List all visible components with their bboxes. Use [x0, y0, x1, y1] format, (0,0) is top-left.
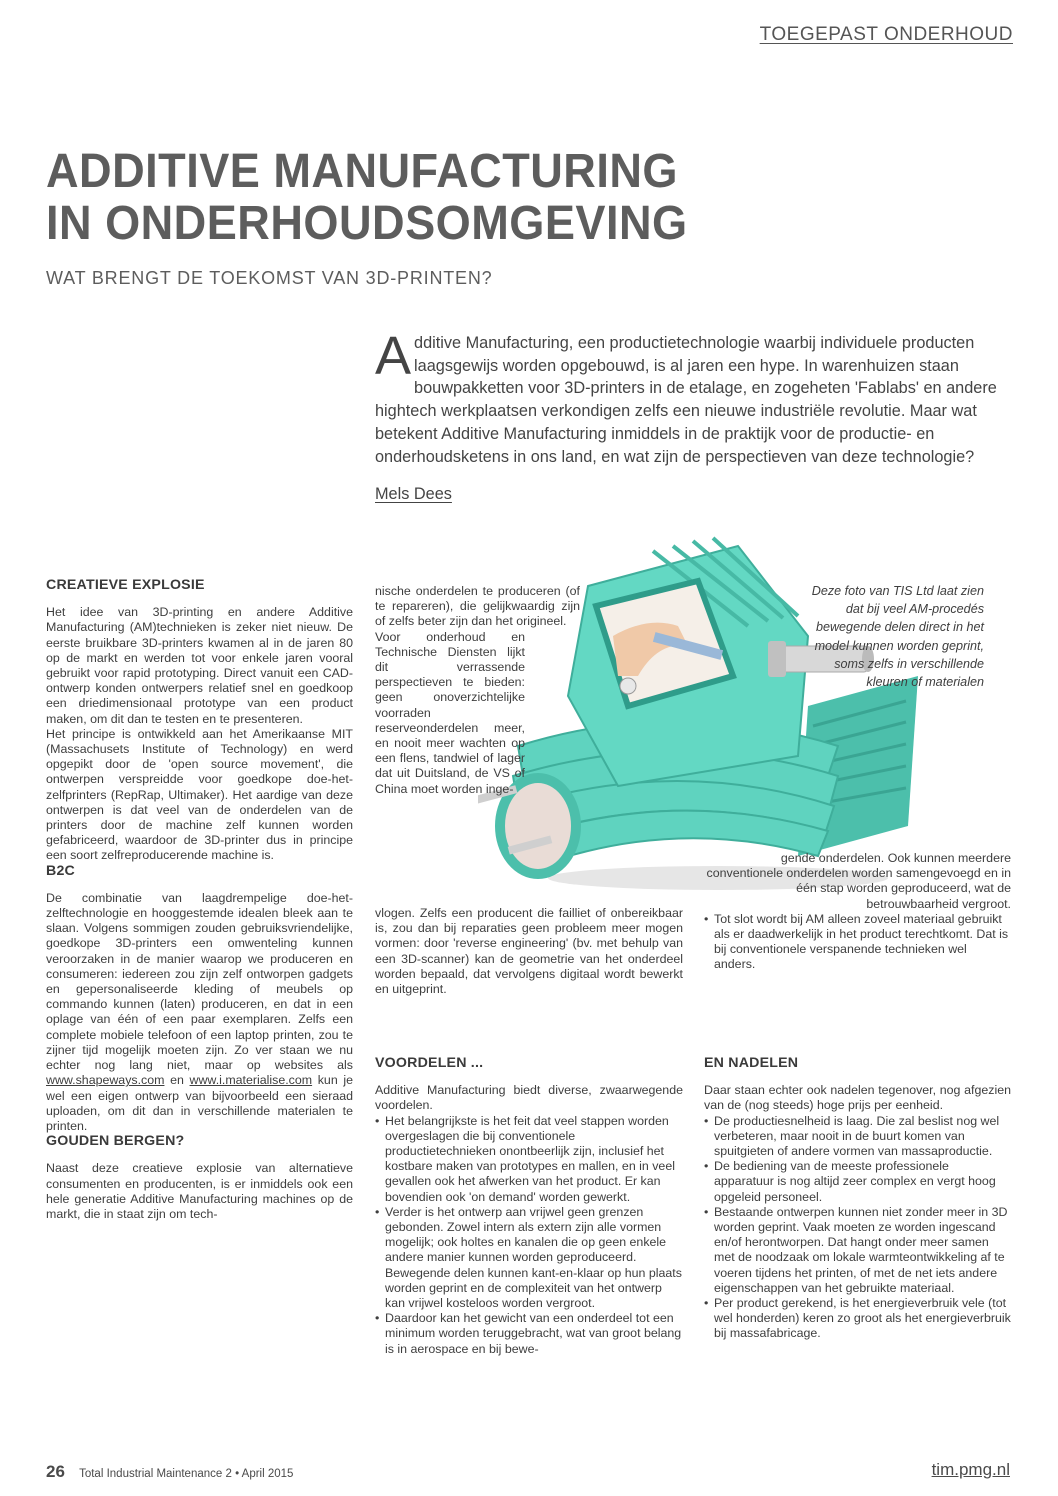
title-line-1: ADDITIVE MANUFACTURING — [46, 145, 678, 198]
article-subtitle: WAT BRENGT DE TOEKOMST VAN 3D-PRINTEN? — [46, 268, 493, 288]
heading-gouden-bergen: GOUDEN BERGEN? — [46, 1133, 185, 1150]
list-item: • De productiesnelheid is laag. Die zal beslist nog wel verbeteren, maar nooit in de buurt komen van spuitgieten of andere vormen van massaproductie. — [704, 1114, 1011, 1160]
photo-caption: Deze foto van TIS Ltd laat zien dat bij veel AM-procedés bewegende delen direct in het model kunnen worden geprint, soms zelfs in verschillende kleuren of materialen — [811, 584, 984, 690]
list-item: • Per product gerekend, is het energieverbruik vele (tot wel honderden) keren zo groot als het energieverbruik bij massafabricage. — [704, 1296, 1011, 1342]
paragraph: Het idee van 3D-printing en andere Additive Manufacturing (AM)technieken is zeker niet nieuw. De eerste bruikbare 3D-printers kwamen al in de jaren 80 op de markt en werden tot voor enkele jaren vooral gebruikt voor rapid prototyping. Direct vanuit een CAD-ontwerp konden ontwerpers relatief snel en goedkoop een driedimensionaal prototype van een product maken, om dit dan te testen en te presenteren. — [46, 605, 353, 726]
heading-creatieve-explosie: CREATIEVE EXPLOSIE — [46, 577, 205, 593]
author-link[interactable]: Mels Dees — [375, 485, 452, 503]
bullet-list — [704, 1114, 1011, 1342]
heading-b2c: B2C — [46, 862, 75, 879]
list-item: • Het belangrijkste is het feit dat veel stappen worden overgeslagen die bij conventionele productietechnieken onontbeerlijk zijn, inclusief het kostbare maken van prototypes en mallen, en in veel gevallen ook het afwerken van het product. Er kan bovendien ook 'on demand' worden gewerkt. — [375, 1114, 683, 1205]
intro-paragraph — [375, 326, 1015, 468]
page-number: 26 — [46, 1462, 65, 1481]
list-item: • Daardoor kan het gewicht van een onderdeel tot een minimum worden teruggebracht, wat van groot belang is in aerospace en bij bewe- — [375, 1311, 683, 1357]
publication-name: Total Industrial Maintenance 2 • April 2015 — [79, 1468, 294, 1480]
list-item: • De bediening van de meeste professionele apparatuur is nog altijd zeer complex en vergt hoog opgeleid personeel. — [704, 1159, 1011, 1205]
column-2-middle — [375, 906, 683, 997]
column-2-top — [375, 584, 580, 797]
column-1 — [46, 578, 353, 1222]
paragraph: Het principe is ontwikkeld aan het Amerikaanse MIT (Massachusets Institute of Technology) en werd opgepikt door de 'open source movement', die ontwerpen verspreidde voor goedkope doe-het-zelfprinters (RepRap, Ultimaker). Het aardige van deze ontwerpen is dat veel van de onderdelen van de printers door de machine zelf kunnen worden gefabriceerd, waardoor de 3D-printer dus in principe een soort zelfreproducerende machine is. — [46, 726, 353, 863]
list-item: • Bestaande ontwerpen kunnen niet zonder meer in 3D worden geprint. Vaak moeten ze worden ingescand en/of herontworpen. Dat hangt onder meer samen met de noodzaak om lokale warmteontwikkeling af te voeren tijdens het printen, of met de net iets andere eigenschappen van het gebruikte materiaal. — [704, 1205, 1011, 1296]
column-3-top — [704, 851, 1011, 973]
heading-nadelen: EN NADELEN — [704, 1055, 799, 1071]
link-materialise[interactable]: www.i.materialise.com — [189, 1073, 313, 1088]
bullet-list — [375, 1114, 683, 1357]
paragraph-text: kun je wel een eigen ontwerp van bijvoorbeeld een sieraad uploaden, om dit dan in verschillende materialen te printen. — [46, 1073, 353, 1133]
paragraph: Daar staan echter ook nadelen tegenover, nog afgezien van de (nog steeds) hoge prijs per eenheid. — [704, 1083, 1011, 1113]
list-item: • Tot slot wordt bij AM alleen zoveel materiaal gebruikt als er daadwerkelijk in het product terechtkomt. Dat is bij conventionele verspanende technieken wel anders. — [704, 912, 1011, 973]
drop-cap: A — [375, 326, 412, 386]
paragraph: Voor onderhoud en Technische Diensten lijkt dit verrassende perspectieven te bieden: geen onoverzichtelijke voorraden reserveonderdelen meer, en nooit meer wachten op een flens, tandwiel of lager dat uit Duitsland, de VS of China moet worden inge- — [375, 629, 525, 796]
intro-text: dditive Manufacturing, een productietechnologie waarbij individuele producten laagsgewijs worden opgebouwd, is al jaren een hype. In warenhuizen staan bouwpakketten voor 3D-printers in de etalage, en zogeheten 'Fablabs' en andere hightech werkplaatsen verkondigen zelfs een nieuwe industriële revolutie. Maar wat betekent Additive Manufacturing inmiddels in de praktijk voor de productie- en onderhoudsketens in ons land, en wat zijn de perspectieven van deze technologie? — [375, 334, 997, 466]
column-2-bottom — [375, 1056, 683, 1357]
section-label: TOEGEPAST ONDERHOUD — [759, 24, 1013, 45]
website-link[interactable]: tim.pmg.nl — [931, 1460, 1010, 1479]
link-shapeways[interactable]: www.shapeways.com — [46, 1073, 165, 1088]
column-3-bottom — [704, 1056, 1011, 1342]
title-line-2: IN ONDERHOUDSOMGEVING — [46, 197, 688, 250]
paragraph: Naast deze creatieve explosie van alternatieve consumenten en producenten, is er inmiddels ook een hele generatie Additive Manufacturing machines op de markt, die in staat zijn om tech- — [46, 1161, 353, 1221]
paragraph-text: en — [170, 1073, 184, 1088]
paragraph-text: De combinatie van laagdrempelige doe-het-zelftechnologie en hooggestemde idealen bleek aan te slaan. Volgens sommigen zouden gebruiksvriendelijke, goedkope 3D-printers een omwenteling kunnen veroorzaken in de manier waarop we produceren en consumeren: iedereen zou zijn zelf ontworpen gadgets en gepersonaliseerde kleding of meubels op commando kunnen (laten) produceren, en dat in een oplage van één of een paar exemplaren. Zelfs een complete mobiele telefoon of een laptop printen, zou te zijner tijd mogelijk moeten zijn. Zo ver staan we nu echter nog lang niet, maar op websites als — [46, 890, 353, 1073]
heading-voordelen: VOORDELEN ... — [375, 1055, 484, 1071]
paragraph: vlogen. Zelfs een producent die failliet of onbereikbaar is, zou dan bij reparaties geen probleem meer mogen vormen: door 'reverse engineering' (bv. met behulp van een 3D-scanner) kan de geometrie van het onderdeel worden bepaald, dat vervolgens digitaal wordt bewerkt en uitgeprint. — [375, 906, 683, 997]
bullet-list — [704, 912, 1011, 973]
footer-info — [46, 1462, 293, 1482]
paragraph: nische onderdelen te produceren (of te repareren), die gelijkwaardig zijn of zelfs beter zijn dan het origineel. — [375, 584, 580, 629]
paragraph: gende onderdelen. Ook kunnen meerdere conventionele onderdelen worden samengevoegd en in één stap worden geproduceerd, wat de betrouwbaarheid vergroot. — [706, 851, 1011, 911]
list-item: • Verder is het ontwerp aan vrijwel geen grenzen gebonden. Zowel intern als extern zijn alle vormen mogelijk; ook holtes en kanalen die op geen enkele andere manier kunnen worden geproduceerd. Bewegende delen kunnen kant-en-klaar op hun plaats worden geprint en de complexiteit van het ontwerp kan vrijwel kosteloos worden vergroot. — [375, 1205, 683, 1311]
paragraph — [46, 891, 353, 1134]
article-title — [46, 146, 817, 250]
paragraph: Additive Manufacturing biedt diverse, zwaarwegende voordelen. — [375, 1083, 683, 1113]
